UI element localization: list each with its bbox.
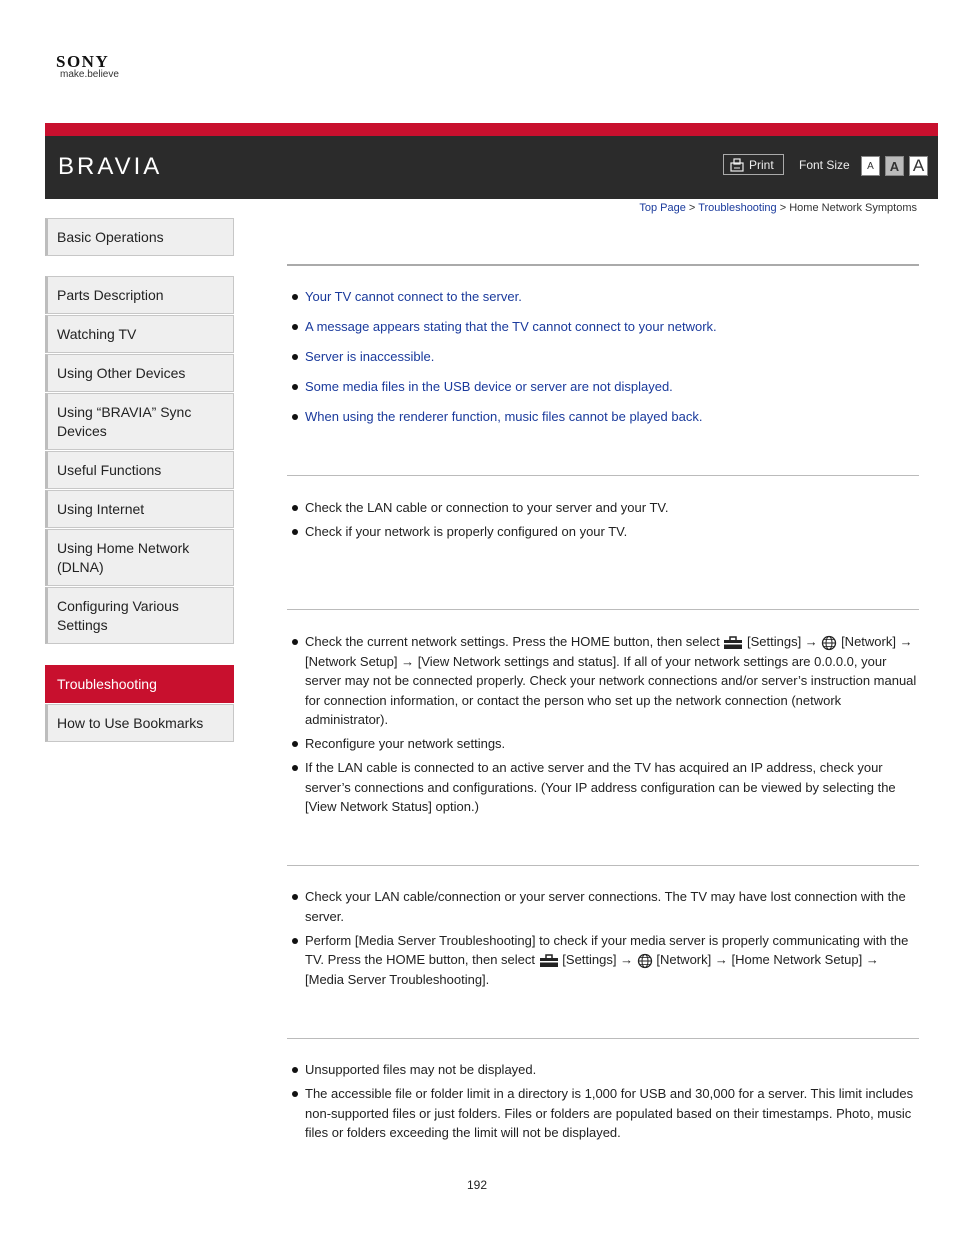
list-item: If the LAN cable is connected to an active server and the TV has acquired an IP address, check your server’s connections and configurations. (Your IP address configuration can be viewed by selecting the [View Network Status] option.) — [292, 758, 917, 817]
page-number: 192 — [467, 1178, 488, 1192]
section3-list — [292, 887, 917, 994]
section2-list — [292, 632, 917, 821]
symptom-link-cannot-connect-network[interactable]: A message appears stating that the TV cannot connect to your network. — [305, 319, 717, 334]
breadcrumb — [639, 202, 917, 214]
sidebar-item-troubleshooting[interactable]: Troubleshooting — [45, 665, 234, 703]
list-item — [292, 407, 917, 427]
network-globe-icon — [637, 953, 653, 969]
list-item: Reconfigure your network settings. — [292, 734, 917, 754]
list-item — [292, 317, 917, 337]
print-icon — [730, 158, 744, 172]
sidebar-item-home-network[interactable]: Using Home Network (DLNA) — [45, 529, 234, 586]
breadcrumb-separator: > — [779, 202, 787, 214]
breadcrumb-top-page-link[interactable]: Top Page — [639, 202, 686, 214]
symptom-link-server-inaccessible[interactable]: Server is inaccessible. — [305, 349, 435, 364]
list-item — [292, 632, 917, 730]
list-item: Check if your network is properly configured on your TV. — [292, 522, 917, 542]
section-divider — [287, 1038, 919, 1039]
sidebar-item-bravia-sync[interactable]: Using “BRAVIA” Sync Devices — [45, 393, 234, 450]
sony-logo: SONY — [56, 52, 110, 71]
font-size-label: Font Size — [799, 158, 850, 172]
print-button[interactable] — [723, 154, 784, 175]
section-divider — [287, 609, 919, 610]
header-accent-stripe — [45, 123, 938, 136]
product-logo: BRAVIA — [58, 153, 163, 180]
symptom-link-cannot-connect-server[interactable]: Your TV cannot connect to the server. — [305, 289, 522, 304]
symptom-link-list — [292, 287, 917, 437]
symptom-link-media-not-displayed[interactable]: Some media files in the USB device or server are not displayed. — [305, 379, 673, 394]
symptom-link-renderer-music[interactable]: When using the renderer function, music files cannot be played back. — [305, 409, 703, 424]
step-text: [Network] → [Home Network Setup] → [Media Server Troubleshooting]. — [305, 952, 879, 987]
step-text: [Network] → [Network Setup] → [View Network settings and status]. If all of your network settings are 0.0.0.0, your server may not be connected properly. Check your network connections and/or server’s instruction manual for connection information, or contact the person who set up the network connection (network administrator). — [305, 634, 917, 727]
list-item: Check the LAN cable or connection to your server and your TV. — [292, 498, 917, 518]
breadcrumb-troubleshooting-link[interactable]: Troubleshooting — [698, 202, 777, 214]
sidebar-item-useful-functions[interactable]: Useful Functions — [45, 451, 234, 489]
section1-list — [292, 498, 917, 546]
sidebar-item-using-internet[interactable]: Using Internet — [45, 490, 234, 528]
step-text: Check the current network settings. Press the HOME button, then select — [305, 634, 720, 649]
step-text: Perform [Media Server Troubleshooting] to check if your media server is properly communicating with the TV. Press the HOME button, then select — [305, 932, 909, 967]
font-size-medium-button[interactable]: A — [885, 156, 904, 176]
sidebar-item-configuring-settings[interactable]: Configuring Various Settings — [45, 587, 234, 644]
list-item — [292, 931, 917, 990]
settings-toolbox-icon — [539, 954, 559, 968]
section-divider — [287, 475, 919, 476]
sidebar-item-basic-operations[interactable]: Basic Operations — [45, 218, 234, 256]
list-item — [292, 287, 917, 307]
step-text: [Settings] → — [747, 634, 818, 649]
list-item: Unsupported files may not be displayed. — [292, 1060, 917, 1080]
breadcrumb-current: Home Network Symptoms — [789, 202, 917, 214]
list-item — [292, 377, 917, 397]
section4-list — [292, 1060, 917, 1147]
print-label: Print — [749, 157, 774, 172]
header-bar — [45, 123, 938, 199]
list-item: The accessible file or folder limit in a directory is 1,000 for USB and 30,000 for a server. This limit includes non-supported files or just folders. Files or folders are populated based on their timestamps. Photo, music files or folders exceeding the limit will not be displayed. — [292, 1084, 917, 1143]
section-divider — [287, 865, 919, 866]
settings-toolbox-icon — [723, 636, 743, 650]
step-text: [Settings] → — [562, 952, 634, 967]
breadcrumb-separator: > — [688, 202, 696, 214]
brand-tagline: make.believe — [60, 69, 119, 80]
sidebar-item-watching-tv[interactable]: Watching TV — [45, 315, 234, 353]
font-size-large-button[interactable]: A — [909, 156, 928, 176]
network-globe-icon — [821, 635, 837, 651]
sidebar-item-bookmarks[interactable]: How to Use Bookmarks — [45, 704, 234, 742]
sidebar-item-using-other-devices[interactable]: Using Other Devices — [45, 354, 234, 392]
font-size-small-button[interactable]: A — [861, 156, 880, 176]
list-item: Check your LAN cable/connection or your server connections. The TV may have lost connection with the server. — [292, 887, 917, 926]
list-item — [292, 347, 917, 367]
section-divider — [287, 264, 919, 266]
sidebar-item-parts-description[interactable]: Parts Description — [45, 276, 234, 314]
